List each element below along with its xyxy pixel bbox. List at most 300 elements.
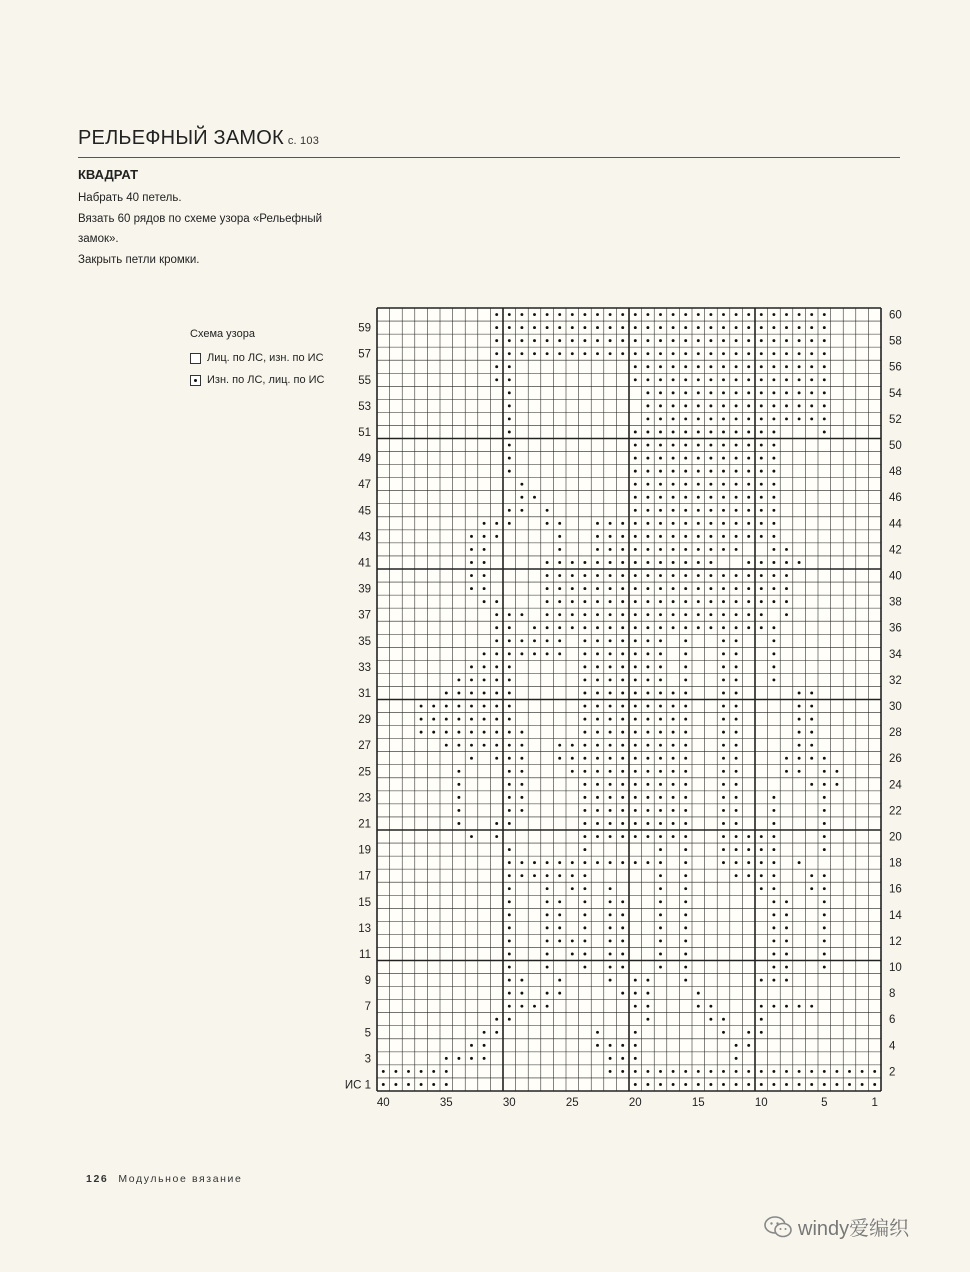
purl-stitch-dot bbox=[583, 874, 586, 877]
purl-stitch-dot bbox=[747, 874, 750, 877]
purl-stitch-dot bbox=[709, 561, 712, 564]
purl-stitch-dot bbox=[672, 705, 675, 708]
purl-stitch-dot bbox=[810, 391, 813, 394]
purl-stitch-dot bbox=[646, 339, 649, 342]
purl-stitch-dot bbox=[634, 483, 637, 486]
purl-stitch-dot bbox=[583, 809, 586, 812]
purl-stitch-dot bbox=[583, 757, 586, 760]
purl-stitch-dot bbox=[747, 848, 750, 851]
purl-stitch-dot bbox=[609, 639, 612, 642]
purl-stitch-dot bbox=[735, 692, 738, 695]
purl-stitch-dot bbox=[445, 1057, 448, 1060]
purl-stitch-dot bbox=[709, 1005, 712, 1008]
row-label-left: 15 bbox=[358, 896, 371, 909]
purl-stitch-dot bbox=[609, 652, 612, 655]
purl-stitch-dot bbox=[672, 835, 675, 838]
purl-stitch-dot bbox=[520, 352, 523, 355]
purl-stitch-dot bbox=[634, 652, 637, 655]
purl-stitch-dot bbox=[722, 796, 725, 799]
purl-stitch-dot bbox=[508, 770, 511, 773]
purl-stitch-dot bbox=[810, 417, 813, 420]
purl-stitch-dot bbox=[810, 326, 813, 329]
purl-stitch-dot bbox=[546, 874, 549, 877]
purl-stitch-dot bbox=[772, 496, 775, 499]
purl-stitch-dot bbox=[495, 1031, 498, 1034]
purl-stitch-dot bbox=[722, 652, 725, 655]
purl-stitch-dot bbox=[634, 613, 637, 616]
purl-stitch-dot bbox=[533, 326, 536, 329]
purl-stitch-dot bbox=[520, 992, 523, 995]
purl-stitch-dot bbox=[684, 561, 687, 564]
purl-stitch-dot bbox=[646, 705, 649, 708]
purl-stitch-dot bbox=[470, 587, 473, 590]
purl-stitch-dot bbox=[634, 535, 637, 538]
purl-stitch-dot bbox=[634, 665, 637, 668]
purl-stitch-dot bbox=[747, 1083, 750, 1086]
purl-stitch-dot bbox=[760, 378, 763, 381]
purl-stitch-dot bbox=[772, 953, 775, 956]
purl-stitch-dot bbox=[520, 979, 523, 982]
purl-stitch-dot bbox=[823, 365, 826, 368]
purl-stitch-dot bbox=[709, 444, 712, 447]
purl-stitch-dot bbox=[508, 939, 511, 942]
instruction-line: Набрать 40 петель. bbox=[78, 192, 182, 204]
purl-stitch-dot bbox=[835, 783, 838, 786]
purl-stitch-dot bbox=[621, 600, 624, 603]
purl-stitch-dot bbox=[697, 444, 700, 447]
row-label-right: 60 bbox=[889, 309, 902, 322]
purl-stitch-dot bbox=[684, 1083, 687, 1086]
purl-stitch-dot bbox=[735, 522, 738, 525]
purl-stitch-dot bbox=[495, 378, 498, 381]
purl-stitch-dot bbox=[558, 587, 561, 590]
purl-stitch-dot bbox=[621, 744, 624, 747]
purl-stitch-dot bbox=[672, 457, 675, 460]
purl-stitch-dot bbox=[785, 352, 788, 355]
purl-stitch-dot bbox=[571, 326, 574, 329]
purl-stitch-dot bbox=[609, 678, 612, 681]
purl-stitch-dot bbox=[722, 705, 725, 708]
purl-stitch-dot bbox=[546, 587, 549, 590]
purl-stitch-dot bbox=[684, 378, 687, 381]
purl-stitch-dot bbox=[760, 496, 763, 499]
purl-stitch-dot bbox=[709, 431, 712, 434]
purl-stitch-dot bbox=[760, 626, 763, 629]
purl-stitch-dot bbox=[772, 678, 775, 681]
purl-stitch-dot bbox=[760, 1005, 763, 1008]
purl-stitch-dot bbox=[873, 1083, 876, 1086]
purl-stitch-dot bbox=[672, 509, 675, 512]
purl-stitch-dot bbox=[709, 1018, 712, 1021]
purl-stitch-dot bbox=[621, 809, 624, 812]
purl-stitch-dot bbox=[508, 861, 511, 864]
purl-stitch-dot bbox=[722, 470, 725, 473]
purl-stitch-dot bbox=[785, 378, 788, 381]
purl-stitch-dot bbox=[722, 835, 725, 838]
purl-stitch-dot bbox=[520, 861, 523, 864]
purl-stitch-dot bbox=[495, 692, 498, 695]
purl-stitch-dot bbox=[772, 874, 775, 877]
purl-stitch-dot bbox=[508, 887, 511, 890]
purl-stitch-dot bbox=[520, 509, 523, 512]
purl-stitch-dot bbox=[558, 339, 561, 342]
purl-stitch-dot bbox=[596, 718, 599, 721]
purl-stitch-dot bbox=[407, 1070, 410, 1073]
purl-stitch-dot bbox=[772, 848, 775, 851]
purl-stitch-dot bbox=[583, 966, 586, 969]
purl-stitch-dot bbox=[470, 731, 473, 734]
purl-stitch-dot bbox=[772, 665, 775, 668]
row-label-left: 7 bbox=[364, 1001, 371, 1014]
purl-stitch-dot bbox=[508, 339, 511, 342]
purl-stitch-dot bbox=[760, 887, 763, 890]
purl-stitch-dot bbox=[772, 431, 775, 434]
purl-stitch-dot bbox=[735, 600, 738, 603]
purl-stitch-dot bbox=[445, 744, 448, 747]
purl-stitch-dot bbox=[760, 417, 763, 420]
purl-stitch-dot bbox=[634, 639, 637, 642]
purl-stitch-dot bbox=[583, 822, 586, 825]
purl-stitch-dot bbox=[596, 522, 599, 525]
purl-stitch-dot bbox=[747, 365, 750, 368]
purl-stitch-dot bbox=[634, 744, 637, 747]
purl-stitch-dot bbox=[684, 979, 687, 982]
purl-stitch-dot bbox=[684, 913, 687, 916]
purl-stitch-dot bbox=[382, 1070, 385, 1073]
purl-stitch-dot bbox=[596, 626, 599, 629]
purl-stitch-dot bbox=[709, 326, 712, 329]
purl-stitch-dot bbox=[823, 783, 826, 786]
purl-stitch-dot bbox=[747, 1044, 750, 1047]
purl-stitch-dot bbox=[798, 1005, 801, 1008]
legend-label: Изн. по ЛС, лиц. по ИС bbox=[207, 374, 325, 386]
purl-stitch-dot bbox=[684, 809, 687, 812]
purl-stitch-dot bbox=[533, 652, 536, 655]
purl-stitch-dot bbox=[697, 992, 700, 995]
purl-stitch-dot bbox=[722, 731, 725, 734]
purl-stitch-dot bbox=[798, 770, 801, 773]
purl-stitch-dot bbox=[609, 887, 612, 890]
purl-stitch-dot bbox=[709, 600, 712, 603]
purl-stitch-dot bbox=[798, 1070, 801, 1073]
purl-stitch-dot bbox=[646, 992, 649, 995]
purl-stitch-dot bbox=[646, 822, 649, 825]
purl-stitch-dot bbox=[646, 796, 649, 799]
purl-stitch-dot bbox=[609, 1057, 612, 1060]
purl-stitch-dot bbox=[798, 692, 801, 695]
row-label-left: 47 bbox=[358, 479, 371, 492]
row-label-right: 58 bbox=[889, 335, 902, 348]
purl-stitch-dot bbox=[596, 639, 599, 642]
purl-stitch-dot bbox=[546, 626, 549, 629]
purl-stitch-dot bbox=[659, 678, 662, 681]
purl-stitch-dot bbox=[609, 953, 612, 956]
purl-stitch-dot bbox=[583, 339, 586, 342]
purl-stitch-dot bbox=[659, 705, 662, 708]
purl-stitch-dot bbox=[609, 1070, 612, 1073]
purl-stitch-dot bbox=[621, 587, 624, 590]
purl-stitch-dot bbox=[684, 783, 687, 786]
purl-stitch-dot bbox=[672, 391, 675, 394]
purl-stitch-dot bbox=[646, 522, 649, 525]
purl-stitch-dot bbox=[659, 822, 662, 825]
purl-stitch-dot bbox=[659, 652, 662, 655]
purl-stitch-dot bbox=[810, 352, 813, 355]
purl-stitch-dot bbox=[583, 913, 586, 916]
purl-stitch-dot bbox=[697, 1005, 700, 1008]
purl-stitch-dot bbox=[634, 378, 637, 381]
purl-stitch-dot bbox=[722, 626, 725, 629]
purl-stitch-dot bbox=[747, 861, 750, 864]
purl-stitch-dot bbox=[495, 822, 498, 825]
purl-stitch-dot bbox=[684, 757, 687, 760]
purl-stitch-dot bbox=[634, 600, 637, 603]
purl-stitch-dot bbox=[571, 861, 574, 864]
column-label: 20 bbox=[628, 1097, 642, 1109]
purl-stitch-dot bbox=[684, 705, 687, 708]
purl-stitch-dot bbox=[508, 1018, 511, 1021]
purl-stitch-dot bbox=[760, 561, 763, 564]
purl-stitch-dot bbox=[634, 678, 637, 681]
purl-stitch-dot bbox=[785, 966, 788, 969]
row-label-right: 32 bbox=[889, 674, 902, 687]
purl-stitch-dot bbox=[798, 757, 801, 760]
purl-stitch-dot bbox=[722, 548, 725, 551]
purl-stitch-dot bbox=[672, 731, 675, 734]
purl-stitch-dot bbox=[634, 796, 637, 799]
purl-stitch-dot bbox=[810, 404, 813, 407]
purl-stitch-dot bbox=[672, 561, 675, 564]
purl-stitch-dot bbox=[609, 744, 612, 747]
purl-stitch-dot bbox=[495, 835, 498, 838]
purl-stitch-dot bbox=[583, 313, 586, 316]
purl-stitch-dot bbox=[621, 574, 624, 577]
purl-stitch-dot bbox=[684, 926, 687, 929]
purl-stitch-dot bbox=[798, 352, 801, 355]
purl-stitch-dot bbox=[609, 822, 612, 825]
purl-stitch-dot bbox=[697, 522, 700, 525]
purl-stitch-dot bbox=[785, 926, 788, 929]
purl-stitch-dot bbox=[457, 744, 460, 747]
purl-stitch-dot bbox=[546, 339, 549, 342]
purl-stitch-dot bbox=[672, 339, 675, 342]
row-label-left: ИС 1 bbox=[344, 1079, 371, 1092]
purl-stitch-dot bbox=[546, 992, 549, 995]
purl-stitch-dot bbox=[596, 678, 599, 681]
purl-stitch-dot bbox=[634, 352, 637, 355]
purl-stitch-dot bbox=[621, 639, 624, 642]
purl-stitch-dot bbox=[609, 692, 612, 695]
purl-stitch-dot bbox=[609, 613, 612, 616]
purl-stitch-dot bbox=[546, 861, 549, 864]
purl-stitch-dot bbox=[810, 378, 813, 381]
purl-stitch-dot bbox=[697, 496, 700, 499]
purl-stitch-dot bbox=[634, 992, 637, 995]
purl-stitch-dot bbox=[785, 561, 788, 564]
purl-stitch-dot bbox=[546, 939, 549, 942]
purl-stitch-dot bbox=[646, 313, 649, 316]
purl-stitch-dot bbox=[621, 548, 624, 551]
purl-stitch-dot bbox=[810, 757, 813, 760]
purl-stitch-dot bbox=[861, 1070, 864, 1073]
purl-stitch-dot bbox=[735, 548, 738, 551]
purl-stitch-dot bbox=[684, 339, 687, 342]
purl-stitch-dot bbox=[508, 848, 511, 851]
purl-stitch-dot bbox=[646, 365, 649, 368]
purl-stitch-dot bbox=[483, 1044, 486, 1047]
purl-stitch-dot bbox=[747, 626, 750, 629]
row-label-right: 44 bbox=[889, 518, 902, 531]
purl-stitch-dot bbox=[760, 457, 763, 460]
purl-stitch-dot bbox=[508, 809, 511, 812]
purl-stitch-dot bbox=[684, 770, 687, 773]
purl-stitch-dot bbox=[684, 874, 687, 877]
purl-stitch-dot bbox=[684, 731, 687, 734]
purl-stitch-dot bbox=[697, 1070, 700, 1073]
purl-stitch-dot bbox=[558, 561, 561, 564]
purl-stitch-dot bbox=[621, 626, 624, 629]
purl-stitch-dot bbox=[722, 822, 725, 825]
purl-stitch-dot bbox=[747, 835, 750, 838]
purl-stitch-dot bbox=[596, 561, 599, 564]
purl-stitch-dot bbox=[722, 496, 725, 499]
purl-stitch-dot bbox=[596, 535, 599, 538]
purl-stitch-dot bbox=[697, 404, 700, 407]
purl-stitch-dot bbox=[772, 900, 775, 903]
purl-stitch-dot bbox=[659, 913, 662, 916]
purl-stitch-dot bbox=[823, 326, 826, 329]
instruction-line: замок». bbox=[78, 233, 119, 245]
purl-stitch-dot bbox=[621, 913, 624, 916]
purl-stitch-dot bbox=[747, 600, 750, 603]
purl-stitch-dot bbox=[798, 378, 801, 381]
purl-stitch-dot bbox=[722, 1070, 725, 1073]
purl-stitch-dot bbox=[583, 744, 586, 747]
purl-stitch-dot bbox=[760, 522, 763, 525]
purl-stitch-dot bbox=[709, 313, 712, 316]
purl-stitch-dot bbox=[558, 757, 561, 760]
purl-stitch-dot bbox=[634, 561, 637, 564]
purl-stitch-dot bbox=[558, 639, 561, 642]
purl-stitch-dot bbox=[609, 587, 612, 590]
purl-stitch-dot bbox=[722, 809, 725, 812]
purl-stitch-dot bbox=[659, 417, 662, 420]
purl-stitch-dot bbox=[760, 365, 763, 368]
purl-stitch-dot bbox=[659, 770, 662, 773]
row-label-left: 31 bbox=[358, 687, 371, 700]
purl-stitch-dot bbox=[747, 496, 750, 499]
purl-stitch-dot bbox=[583, 600, 586, 603]
purl-stitch-dot bbox=[772, 483, 775, 486]
purl-stitch-dot bbox=[483, 1057, 486, 1060]
title-main: РЕЛЬЕФНЫЙ ЗАМОК bbox=[78, 127, 284, 149]
purl-stitch-dot bbox=[659, 718, 662, 721]
purl-stitch-dot bbox=[646, 718, 649, 721]
purl-stitch-dot bbox=[546, 887, 549, 890]
purl-stitch-dot bbox=[621, 352, 624, 355]
purl-stitch-dot bbox=[772, 417, 775, 420]
page-footer bbox=[86, 1173, 242, 1185]
purl-stitch-dot bbox=[609, 783, 612, 786]
purl-stitch-dot bbox=[621, 731, 624, 734]
purl-stitch-dot bbox=[835, 1083, 838, 1086]
purl-stitch-dot bbox=[697, 548, 700, 551]
purl-stitch-dot bbox=[583, 848, 586, 851]
page-number: 126 bbox=[86, 1173, 109, 1185]
purl-stitch-dot bbox=[684, 796, 687, 799]
purl-stitch-dot bbox=[798, 744, 801, 747]
purl-stitch-dot bbox=[760, 444, 763, 447]
purl-stitch-dot bbox=[520, 613, 523, 616]
purl-stitch-dot bbox=[697, 587, 700, 590]
purl-stitch-dot bbox=[495, 365, 498, 368]
purl-stitch-dot bbox=[672, 613, 675, 616]
purl-stitch-dot bbox=[634, 809, 637, 812]
purl-stitch-dot bbox=[495, 757, 498, 760]
purl-stitch-dot bbox=[735, 352, 738, 355]
purl-stitch-dot bbox=[684, 613, 687, 616]
purl-stitch-dot bbox=[772, 652, 775, 655]
purl-stitch-dot bbox=[823, 352, 826, 355]
purl-stitch-dot bbox=[735, 339, 738, 342]
purl-stitch-dot bbox=[583, 731, 586, 734]
purl-stitch-dot bbox=[798, 326, 801, 329]
purl-stitch-dot bbox=[772, 339, 775, 342]
purl-stitch-dot bbox=[722, 404, 725, 407]
purl-stitch-dot bbox=[483, 548, 486, 551]
purl-stitch-dot bbox=[546, 352, 549, 355]
purl-stitch-dot bbox=[697, 626, 700, 629]
purl-stitch-dot bbox=[697, 613, 700, 616]
purl-stitch-dot bbox=[709, 587, 712, 590]
purl-stitch-dot bbox=[823, 848, 826, 851]
purl-stitch-dot bbox=[722, 431, 725, 434]
purl-stitch-dot bbox=[621, 718, 624, 721]
purl-stitch-dot bbox=[634, 979, 637, 982]
purl-stitch-dot bbox=[823, 757, 826, 760]
purl-stitch-dot bbox=[583, 352, 586, 355]
purl-stitch-dot bbox=[659, 692, 662, 695]
purl-stitch-dot bbox=[659, 352, 662, 355]
purl-stitch-dot bbox=[722, 744, 725, 747]
purl-stitch-dot bbox=[420, 1070, 423, 1073]
purl-stitch-dot bbox=[533, 352, 536, 355]
purl-stitch-dot bbox=[709, 509, 712, 512]
purl-stitch-dot bbox=[823, 835, 826, 838]
purl-stitch-dot bbox=[420, 718, 423, 721]
purl-stitch-dot bbox=[520, 796, 523, 799]
purl-stitch-dot bbox=[520, 744, 523, 747]
purl-stitch-dot bbox=[823, 953, 826, 956]
purl-stitch-dot bbox=[659, 391, 662, 394]
row-label-right: 42 bbox=[889, 544, 902, 557]
purl-stitch-dot bbox=[596, 600, 599, 603]
purl-stitch-dot bbox=[583, 783, 586, 786]
row-label-left: 49 bbox=[358, 453, 371, 466]
purl-stitch-dot bbox=[483, 731, 486, 734]
purl-stitch-dot bbox=[508, 992, 511, 995]
purl-stitch-dot bbox=[546, 522, 549, 525]
purl-stitch-dot bbox=[508, 913, 511, 916]
purl-stitch-dot bbox=[508, 692, 511, 695]
purl-stitch-dot bbox=[495, 639, 498, 642]
legend-label: Лиц. по ЛС, изн. по ИС bbox=[207, 352, 324, 364]
purl-stitch-dot bbox=[684, 600, 687, 603]
purl-stitch-dot bbox=[646, 326, 649, 329]
purl-stitch-dot bbox=[470, 548, 473, 551]
purl-stitch-dot bbox=[747, 313, 750, 316]
purl-stitch-dot bbox=[634, 444, 637, 447]
